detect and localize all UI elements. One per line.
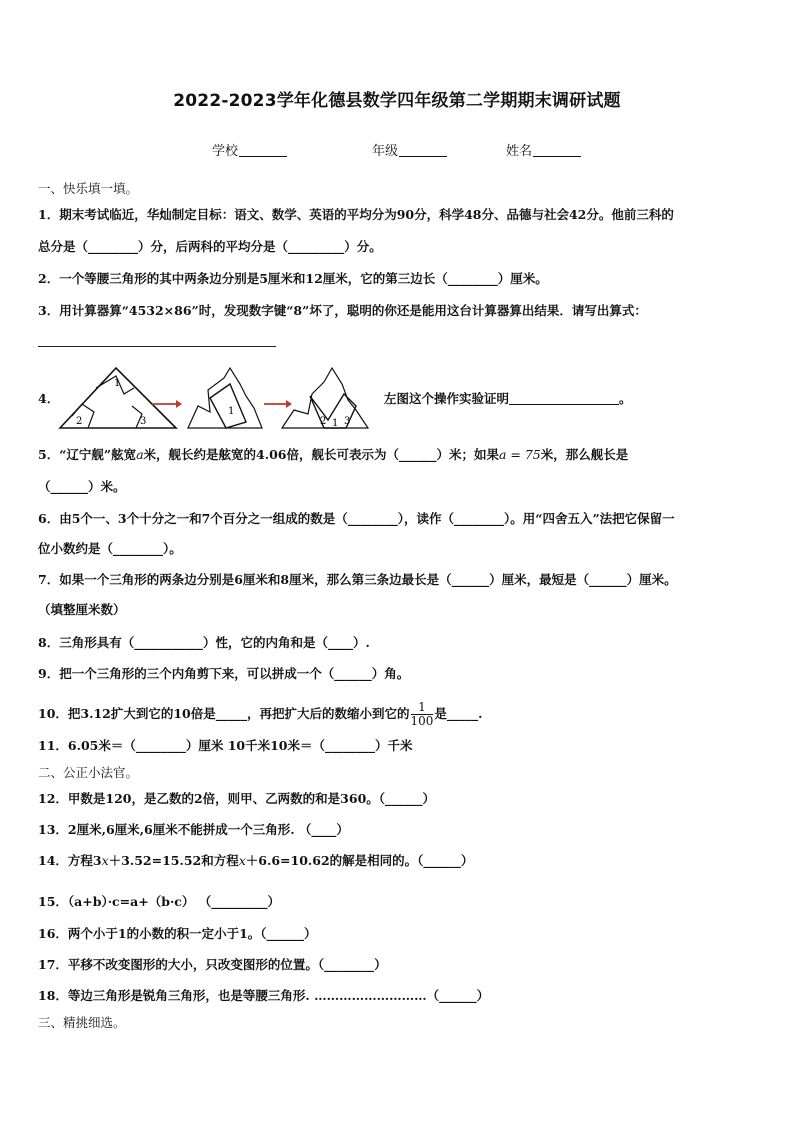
school-field (212, 140, 287, 159)
question-12: 12．甲数是120，是乙数的2倍，则甲、乙两数的和是360。（______） (38, 791, 436, 806)
question-11: 11．6.05米＝（________）厘米 10千米10米＝（________）千米 (38, 738, 413, 753)
page-title: 2022-2023学年化德县数学四年级第二学期期末调研试题 (173, 91, 621, 111)
question-9: 9．把一个三角形的三个内角剪下来，可以拼成一个（______）角。 (38, 666, 410, 681)
angle-label-3b: 3 (344, 416, 351, 427)
answer-line[interactable] (38, 346, 276, 347)
question-4-number: 4． (38, 391, 60, 406)
q14-variable-2: x (238, 853, 246, 868)
question-8: 8．三角形具有（___________）性，它的内角和是（____）. (38, 635, 370, 650)
question-3: 3．用计算器算“4532×86”时，发现数字键“8”坏了，聪明的你还是能用这台计算器算出结果．请写出算式： (38, 303, 647, 318)
q5-part-3: 米，那么舰长是 (540, 447, 629, 462)
question-16: 16．两个小于1的小数的积一定小于1。（______） (38, 926, 317, 941)
question-5-line-1 (38, 446, 760, 464)
q5-part-1: 5．“辽宁舰”舷宽 (38, 447, 137, 462)
triangle-cut-figure (58, 366, 378, 430)
name-field (506, 140, 581, 159)
question-6-line-1: 6．由5个一、3个十分之一和7个百分之一组成的数是（________），读作（________）。用“四舍五入”法把它保留一 (38, 511, 675, 526)
question-10 (38, 701, 760, 728)
q5-part-2: 米，舰长约是舷宽的4.06倍，舰长可表示为（______）米；如果 (143, 447, 499, 462)
question-2: 2．一个等腰三角形的其中两条边分别是5厘米和12厘米，它的第三边长（________）厘米。 (38, 271, 548, 286)
q14-part-3: ＋6.6=10.62的解是相同的。（______） (245, 853, 474, 868)
question-18: 18．等边三角形是锐角三角形，也是等腰三角形. ………………………（______） (38, 988, 490, 1003)
question-4-blank[interactable] (509, 392, 619, 405)
school-label: 学校 (212, 144, 239, 159)
q10-part-2: 是_____. (434, 706, 483, 721)
section-heading-2: 二、公正小法官。 (38, 765, 139, 780)
name-label: 姓名 (506, 144, 533, 159)
question-1-line-1: 1．期末考试临近，华灿制定目标：语文、数学、英语的平均分为90分，科学48分、品德与社会42分。他前三科的 (38, 207, 674, 222)
q14-part-1: 14．方程3 (38, 853, 102, 868)
question-4-end: 。 (619, 391, 632, 406)
angle-label-3: 3 (140, 416, 147, 427)
arrowhead-icon-2 (286, 400, 292, 408)
q5-variable: a (136, 447, 144, 462)
arrowhead-icon (176, 400, 182, 408)
question-14 (38, 852, 760, 870)
grade-blank[interactable] (399, 143, 447, 157)
question-5-line-2: （______）米。 (38, 479, 126, 494)
fraction-one-hundredth (411, 701, 434, 728)
angle-label-1: 1 (114, 378, 121, 389)
q5-equation: a = 75 (498, 447, 541, 462)
question-17: 17．平移不改变图形的大小，只改变图形的位置。（________） (38, 957, 387, 972)
question-15: 15．（a+b）·c=a+（b·c） （_________） (38, 894, 281, 909)
question-6-line-2: 位小数约是（________）。 (38, 541, 182, 556)
question-1-line-2: 总分是（________）分，后两科的平均分是（_________）分。 (38, 239, 382, 254)
grade-label: 年级 (372, 144, 399, 159)
fraction-numerator: 1 (411, 701, 434, 715)
torn-triangle-2 (188, 368, 262, 428)
question-7-line-1: 7．如果一个三角形的两条边分别是6厘米和8厘米，那么第三条边最长是（______）厘米，最短是（______）厘米。 (38, 572, 677, 587)
angle-label-1b: 1 (228, 406, 235, 417)
fraction-denominator: 100 (410, 714, 434, 728)
angle-label-2: 2 (76, 416, 83, 427)
section-heading-1: 一、快乐填一填。 (38, 181, 139, 196)
q14-part-2: ＋3.52=15.52和方程 (108, 853, 239, 868)
question-4-text (384, 389, 632, 407)
grade-field (372, 140, 447, 159)
question-7-line-2: （填整厘米数） (38, 602, 126, 617)
question-4-prompt: 左图这个操作实验证明 (384, 391, 510, 406)
q14-variable: x (101, 853, 109, 868)
question-13: 13．2厘米,6厘米,6厘米不能拼成一个三角形. （____） (38, 822, 349, 837)
q10-part-1: 10．把3.12扩大到它的10倍是_____，再把扩大后的数缩小到它的 (38, 706, 410, 721)
name-blank[interactable] (533, 143, 581, 157)
section-heading-3: 三、精挑细选。 (38, 1015, 126, 1030)
angle-label-1c: 1 (332, 418, 339, 429)
angle-label-2b: 2 (320, 416, 327, 427)
school-blank[interactable] (239, 143, 287, 157)
